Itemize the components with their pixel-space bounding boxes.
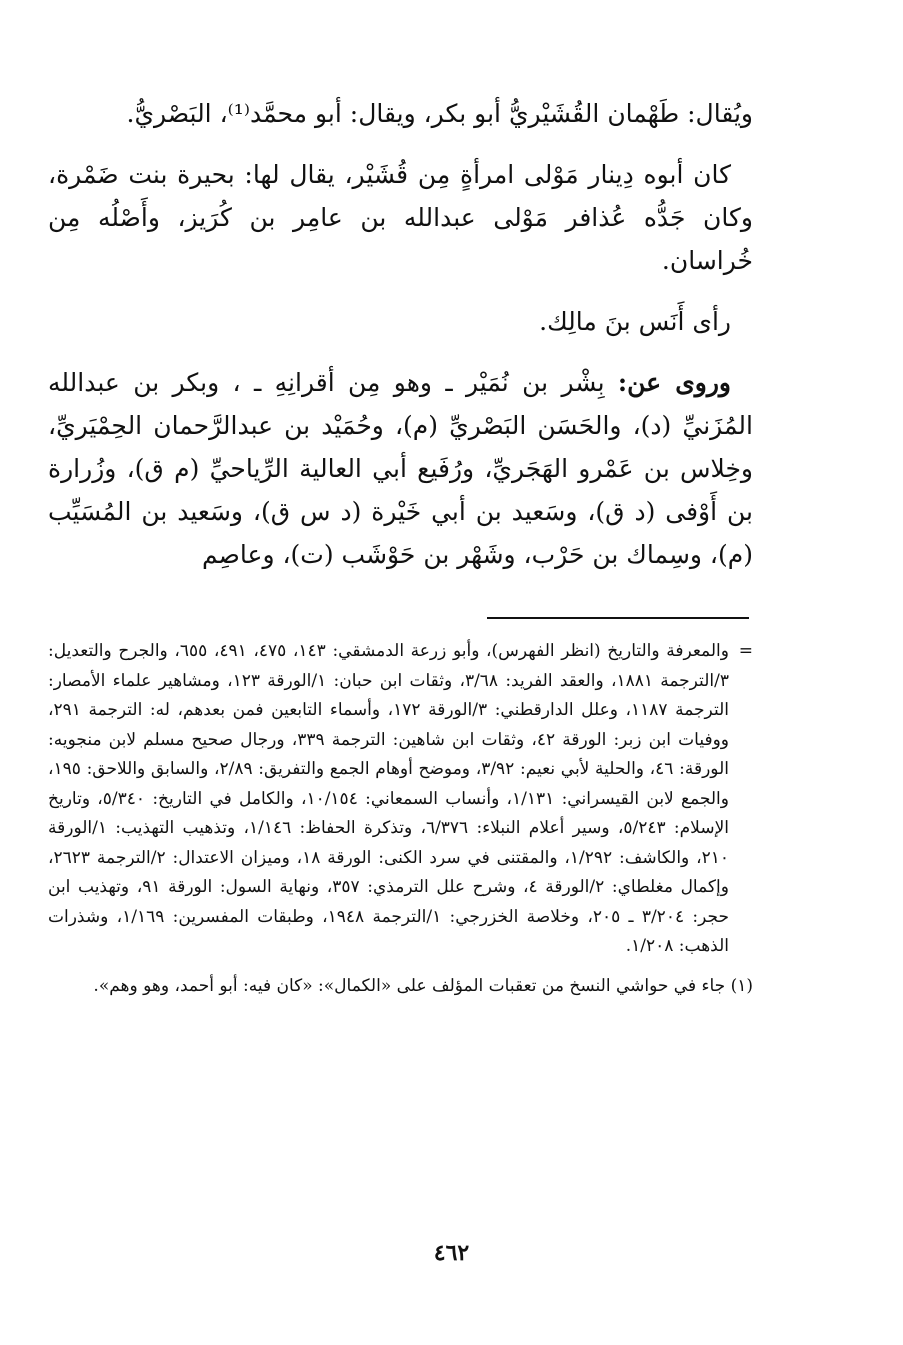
paragraph-saw: رأى أَنَس بنَ مالِك. (539, 307, 731, 336)
main-text (48, 92, 753, 594)
narrated-from-heading: وروى عن: (617, 368, 731, 397)
footnote-1: (١) جاء في حواشي النسخ من تعقبات المؤلف على «الكمال»: «كان فيه: أبو أحمد، وهو وهم». (93, 975, 753, 996)
continuation-text: والمعرفة والتاريخ (انظر الفهرس)، وأبو زرعة الدمشقي: ١٤٣، ٤٧٥، ٤٩١، ٦٥٥، والجرح والتعديل: ٣/الترجمة ١٨٨١، والعقد الفريد: ٣/٦٨، وثقات ابن حبان: ١/الورقة ١٢٣، ومشاهير علماء الأمصار: الترجمة ١١٨٧، وعلل الدارقطني: ٣/الورقة ١٧٢، وأسماء التابعين فمن بعدهم، له: الترجمة ٢٩١، ووفيات ابن زبر: الورقة ٤٢، وثقات ابن شاهين: الترجمة ٣٣٩، ورجال صحيح مسلم لابن منجويه: الورقة: ٤٦، والحلية لأبي نعيم: ٣/٩٢، وموضح أوهام الجمع والتفريق: ٢/٨٩، والسابق واللاحق: ١٩٥، والجمع لابن القيسراني: ١/١٣١، وأنساب السمعاني: ١٠/١٥٤، والكامل في التاريخ: ٥/٣٤٠، وتاريخ الإسلام: ٥/٢٤٣، وسير أعلام النبلاء: ٦/٣٧٦، وتذكرة الحفاظ: ١/١٤٦، وتذهيب التهذيب: ١/الورقة ٢١٠، والكاشف: ١/٢٩٢، والمقتنى في سرد الكنى: الورقة ١٨، وميزان الاعتدال: ٢/الترجمة ٢٦٢٣، وإكمال مغلطاي: ٢/الورقة ٤، وشرح علل الترمذي: ٣٥٧، ونهاية السول: الورقة ٩١، وتهذيب ابن حجر: ٣/٢٠٤ ـ ٢٠٥، وخلاصة الخزرجي: ١/الترجمة ١٩٤٨، وطبقات المفسرين: ١/١٦٩، وشذرات الذهب: ١/٢٠٨. (48, 641, 730, 956)
page-number: ٤٦٢ (433, 1240, 470, 1266)
paragraph-narrated-from (48, 361, 753, 576)
footnote-continuation (48, 637, 753, 962)
paragraph-kunya: ويُقال: طَهْمان القُشَيْريُّ أبو بكر، ويقال: أبو محمَّد⁽¹⁾، البَصْريُّ. (126, 99, 753, 128)
continuation-mark: = (738, 641, 753, 661)
narrated-from-list: بِشْر بن نُمَيْر ـ وهو مِن أقرانِهِ ـ ، وبكر بن عبدالله المُزَنيِّ (د)، والحَسَن البَصْريِّ (م)، وحُمَيْد بن عبدالرَّحمان الحِمْيَريِّ، وخِلاس بن عَمْرو الهَجَريِّ، ورُفَيع أبي العالية الرِّياحيِّ (م ق)، وزُرارة بن أَوْفى (د ق)، وسَعيد بن أبي خَيْرة (د س ق)، وسَعيد بن المُسَيِّب (م)، وسِماك بن حَرْب، وشَهْر بن حَوْشَب (ت)، وعاصِم (48, 368, 753, 569)
footnotes (48, 637, 753, 1001)
footnote-separator (487, 617, 749, 619)
paragraph-lineage: كان أبوه دِينار مَوْلى امرأةٍ مِن قُشَيْر، يقال لها: بحيرة بنت ضَمْرة، وكان جَدُّه عُذافر مَوْلى عبدالله بن عامِر بن كُرَيز، وأَصْلُه مِن خُراسان. (48, 160, 753, 275)
